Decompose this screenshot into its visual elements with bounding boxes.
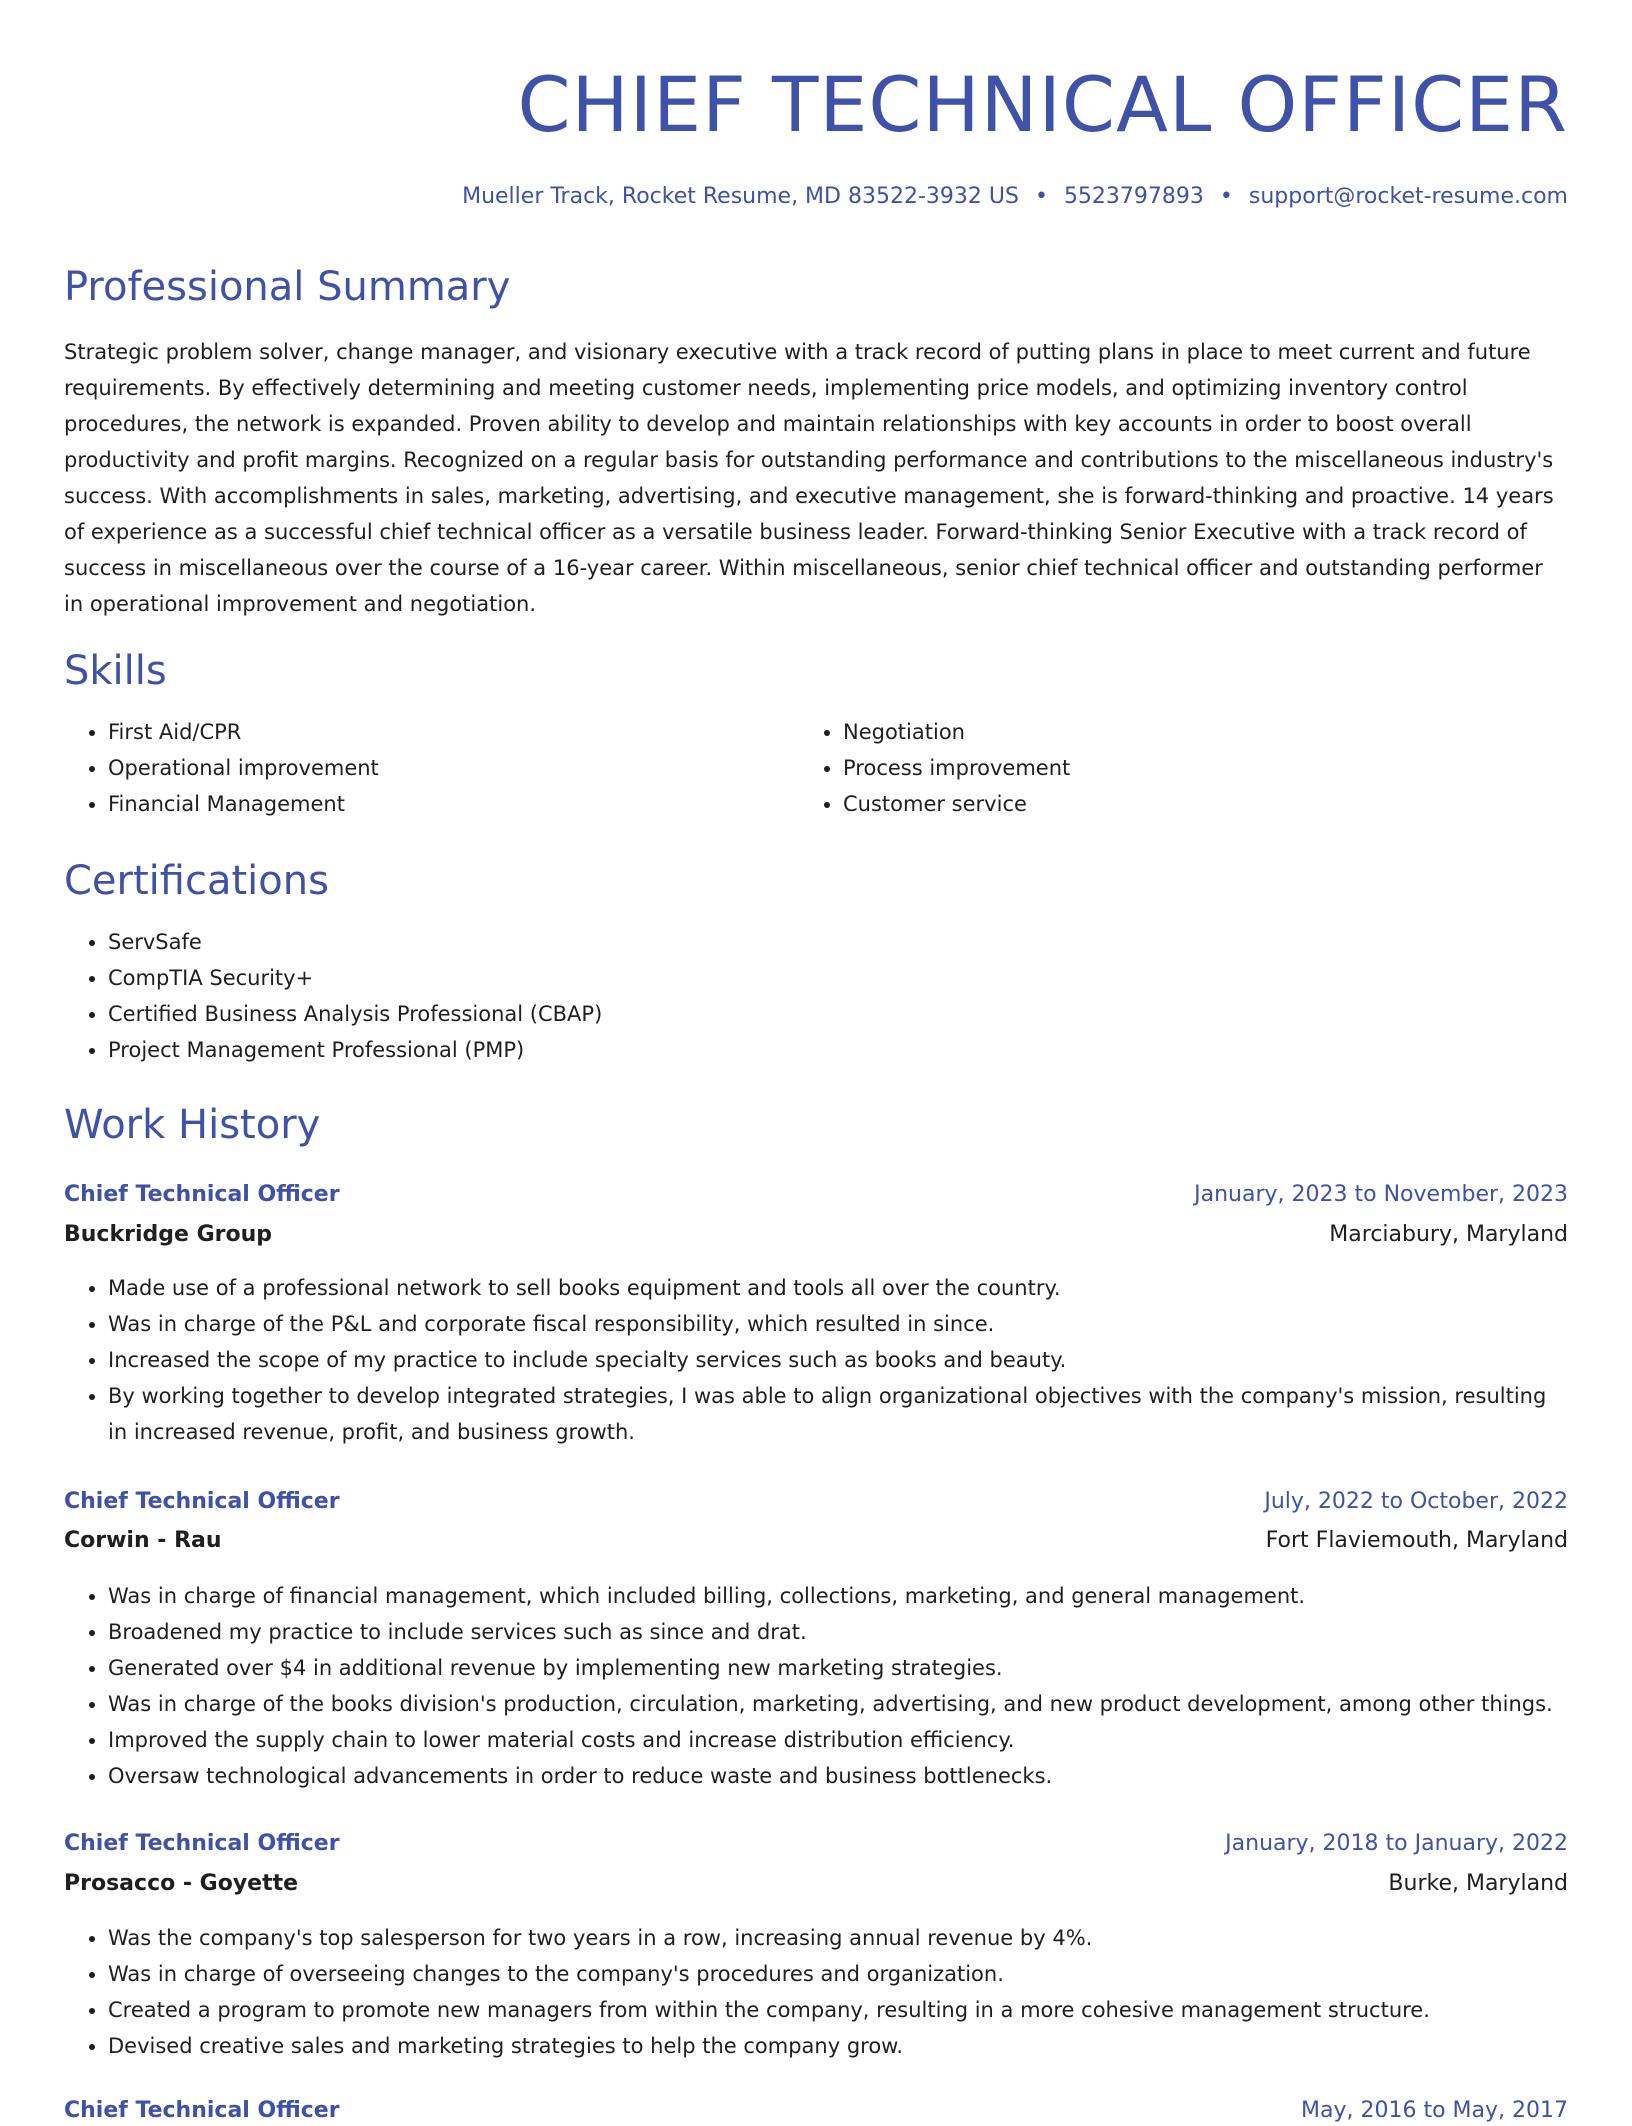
work-history-heading: Work History: [64, 1102, 321, 1148]
separator-1: •: [1034, 184, 1048, 209]
job-bullet: • Devised creative sales and marketing strategies to help the company grow.: [108, 2028, 1568, 2064]
certifications-heading: Certifications: [64, 858, 329, 904]
skills-heading: Skills: [64, 648, 167, 694]
contact-line: [462, 182, 1568, 212]
job-bullet: • Broadened my practice to include services such as since and drat.: [108, 1614, 1568, 1650]
job-dates: January, 2023 to November, 2023: [1194, 1182, 1568, 1207]
skill-item: • Operational improvement: [108, 750, 798, 786]
email-link[interactable]: support@rocket-resume.com: [1248, 184, 1568, 209]
job-bullet: • Made use of a professional network to sell books equipment and tools all over the country.: [108, 1270, 1568, 1306]
summary-text: Strategic problem solver, change manager, and visionary executive with a track record of putting plans in place to meet current and future requirements. By effectively determining and meeting customer needs, implementing price models, and optimizing inventory control procedures, the network is expanded. Proven ability to develop and maintain relationships with key accounts in order to boost overall productivity and profit margins. Recognized on a regular basis for outstanding performance and contributions to the miscellaneous industry's success. With accomplishments in sales, marketing, advertising, and executive management, she is forward-thinking and proactive. 14 years of experience as a successful chief technical officer as a versatile business leader. Forward-thinking Senior Executive with a track record of success in miscellaneous over the course of a 16-year career. Within miscellaneous, senior chief technical officer and outstanding performer in operational improvement and negotiation.: [64, 340, 1554, 616]
job-bullet: • Was in charge of financial management, which included billing, collections, marketing, and general management.: [108, 1578, 1568, 1614]
job-company: Buckridge Group: [64, 1222, 273, 1247]
job-company: Prosacco - Goyette: [64, 1871, 299, 1896]
skills-list-left: [64, 714, 798, 822]
certification-item: • Project Management Professional (PMP): [108, 1032, 1568, 1068]
job-bullet: • Increased the scope of my practice to include specialty services such as books and beauty.: [108, 1342, 1568, 1378]
certification-item: • CompTIA Security+: [108, 960, 1568, 996]
job-bullets: [64, 1578, 1568, 1794]
skill-item: • Financial Management: [108, 786, 798, 822]
resume-title: CHIEF TECHNICAL OFFICER: [517, 60, 1568, 149]
job-bullet: • Was in charge of the P&L and corporate fiscal responsibility, which resulted in since.: [108, 1306, 1568, 1342]
job-company: Corwin - Rau: [64, 1528, 222, 1553]
job-dates: May, 2016 to May, 2017: [1301, 2098, 1568, 2123]
job-bullet: • By working together to develop integrated strategies, I was able to align organizational objectives with the company's mission, resulting in increased revenue, profit, and business growth.: [108, 1378, 1568, 1450]
phone: 5523797893: [1063, 184, 1204, 209]
skill-item: • First Aid/CPR: [108, 714, 798, 750]
job-title: Chief Technical Officer: [64, 2098, 340, 2123]
skill-item: • Process improvement: [843, 750, 1543, 786]
certification-item: • ServSafe: [108, 924, 1568, 960]
skill-item: • Customer service: [843, 786, 1543, 822]
job-bullet: • Was in charge of overseeing changes to the company's procedures and organization.: [108, 1956, 1568, 1992]
job-bullet: • Created a program to promote new managers from within the company, resulting in a more cohesive management structure.: [108, 1992, 1568, 2028]
certification-item: • Certified Business Analysis Professional (CBAP): [108, 996, 1568, 1032]
address: Mueller Track, Rocket Resume, MD 83522-3932 US: [462, 184, 1019, 209]
job-bullet: • Improved the supply chain to lower material costs and increase distribution efficiency.: [108, 1722, 1568, 1758]
job-location: Fort Flaviemouth, Maryland: [1265, 1528, 1568, 1553]
job-bullet: • Generated over $4 in additional revenue by implementing new marketing strategies.: [108, 1650, 1568, 1686]
job-title: Chief Technical Officer: [64, 1489, 340, 1514]
job-dates: July, 2022 to October, 2022: [1264, 1489, 1568, 1514]
job-bullet: • Was the company's top salesperson for two years in a row, increasing annual revenue by 4%.: [108, 1920, 1568, 1956]
job-title: Chief Technical Officer: [64, 1831, 340, 1856]
separator-2: •: [1219, 184, 1233, 209]
job-location: Burke, Maryland: [1388, 1871, 1568, 1896]
skill-item: • Negotiation: [843, 714, 1543, 750]
summary-heading: Professional Summary: [64, 264, 511, 310]
job-dates: January, 2018 to January, 2022: [1225, 1831, 1568, 1856]
job-title: Chief Technical Officer: [64, 1182, 340, 1207]
job-bullets: [64, 1270, 1568, 1450]
job-bullet: • Oversaw technological advancements in order to reduce waste and business bottlenecks.: [108, 1758, 1568, 1794]
job-location: Marciabury, Maryland: [1329, 1222, 1568, 1247]
certifications-list: [64, 924, 1568, 1068]
job-bullets: [64, 1920, 1568, 2064]
job-bullet: • Was in charge of the books division's production, circulation, marketing, advertising, and new product development, among other things.: [108, 1686, 1568, 1722]
skills-list-right: [799, 714, 1543, 822]
